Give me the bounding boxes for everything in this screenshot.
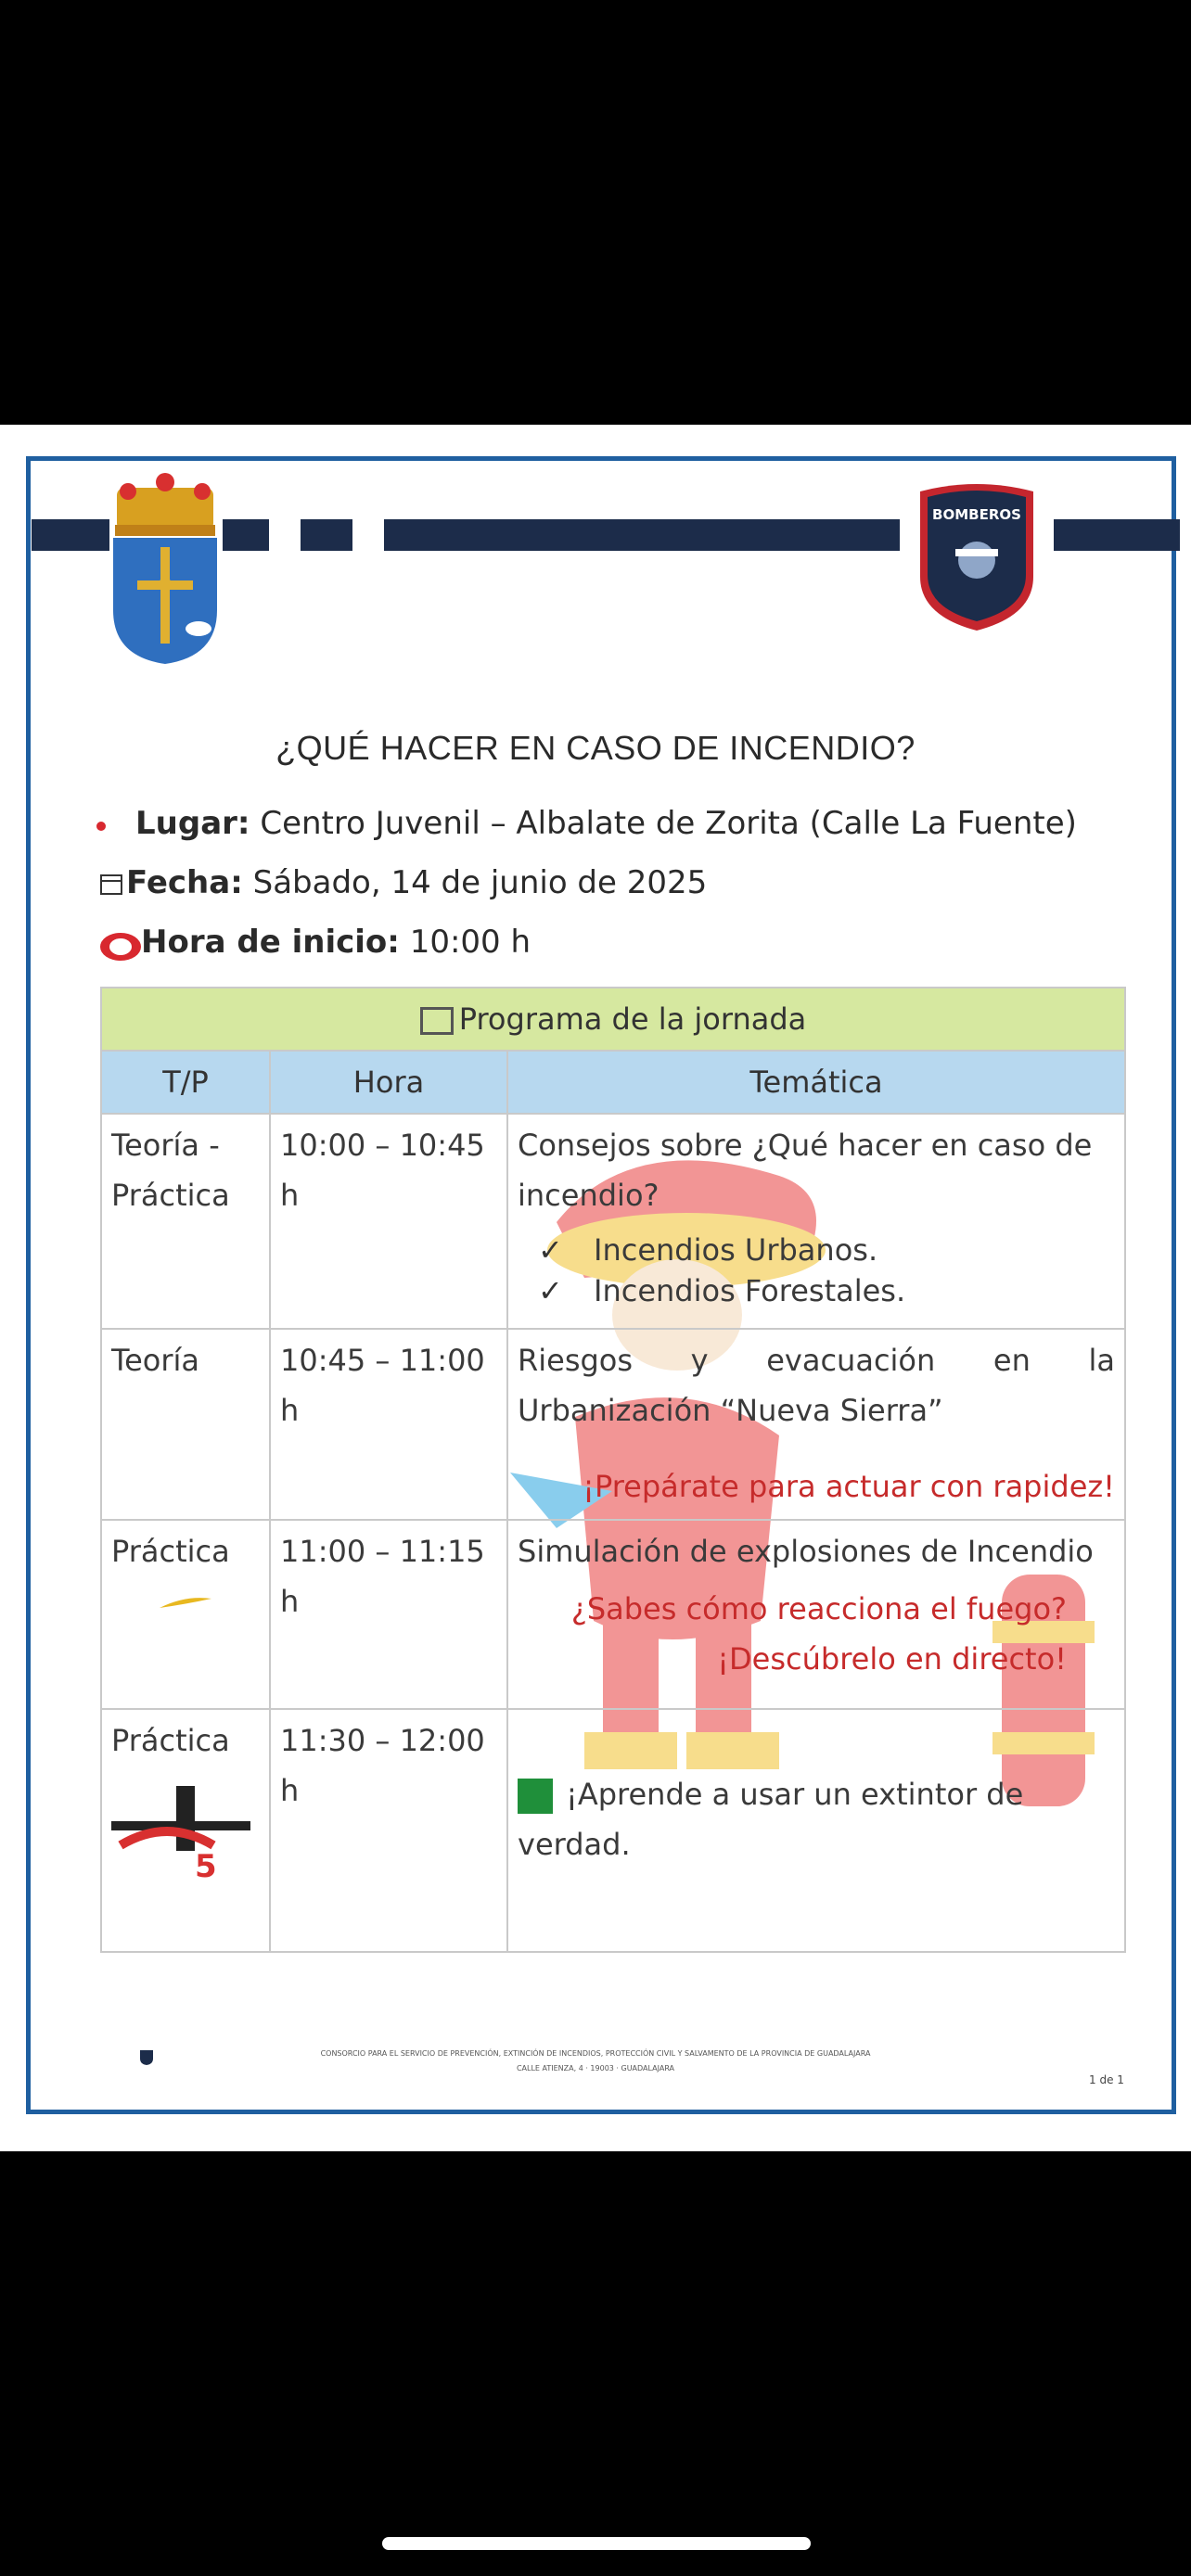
green-square-icon — [518, 1779, 553, 1814]
program-icon — [420, 1007, 454, 1035]
header-tematica: Temática — [507, 1051, 1125, 1114]
lugar-line — [135, 805, 1077, 842]
row-hora: 10:45 – 11:00 h — [270, 1329, 507, 1520]
footer-text: CONSORCIO PARA EL SERVICIO DE PREVENCIÓN, EXTINCIÓN DE INCENDIOS, PROTECCIÓN CIVIL Y SALVAMENTO DE LA PROVINCIA DE GUADALAJARA — [320, 2049, 871, 2058]
row-tp: Teoría - Práctica — [101, 1114, 270, 1329]
table-row — [101, 1709, 1125, 1952]
hora-line — [141, 924, 531, 961]
table-row — [101, 1114, 1125, 1329]
header-stripe — [1054, 519, 1180, 551]
header-stripe — [32, 519, 109, 551]
page-number: 1 de 1 — [1089, 2073, 1124, 2086]
row-tematica: Simulación de explosiones de Incendio ¿Sabes cómo reacciona el fuego? ¡Descúbrelo en directo! — [507, 1520, 1125, 1709]
header-stripe — [223, 519, 269, 551]
row-tp: Teoría — [101, 1329, 270, 1520]
fecha-label: Fecha: — [126, 864, 243, 901]
highlight-text: ¿Sabes cómo reacciona el fuego? ¡Descúbrelo en directo! — [570, 1591, 1067, 1677]
hora-label: Hora de inicio: — [141, 924, 400, 961]
flame-icon — [158, 1593, 213, 1612]
lugar-label: Lugar: — [135, 805, 250, 842]
highlight-text: ¡Prepárate para actuar con rapidez! — [583, 1469, 1115, 1504]
bullet-icon — [96, 822, 106, 831]
row-hora: 11:00 – 11:15 h — [270, 1520, 507, 1709]
row-hora: 11:30 – 12:00 h — [270, 1709, 507, 1952]
row-tematica: Riesgos y evacuación en la Urbanización “Nueva Sierra” ¡Prepárate para actuar con rapidez! — [507, 1329, 1125, 1520]
document-title: ¿QUÉ HACER EN CASO DE INCENDIO? — [275, 729, 916, 767]
check-icon: ✓ — [538, 1232, 563, 1268]
footer-address: CALLE ATIENZA, 4 · 19003 · GUADALAJARA — [516, 2064, 675, 2072]
calendar-icon — [100, 872, 122, 896]
svg-text:BOMBEROS: BOMBEROS — [932, 506, 1021, 523]
bomberos-logo — [915, 477, 1039, 632]
row-tp: Práctica — [101, 1520, 270, 1709]
row-hora: 10:00 – 10:45 h — [270, 1114, 507, 1329]
lugar-value: Centro Juvenil – Albalate de Zorita (Calle La Fuente) — [260, 805, 1077, 842]
extinguisher-logo — [111, 1780, 260, 1882]
header-hora: Hora — [270, 1051, 507, 1114]
fecha-value: Sábado, 14 de junio de 2025 — [252, 864, 708, 901]
check-icon: ✓ — [538, 1273, 563, 1308]
table-row — [101, 1520, 1125, 1709]
coat-of-arms-logo — [109, 471, 221, 666]
clock-icon — [100, 933, 141, 961]
table-row — [101, 1329, 1125, 1520]
row-tematica: Consejos sobre ¿Qué hacer en caso de incendio? ✓ Incendios Urbanos. ✓ Incendios Forestales. — [507, 1114, 1125, 1329]
svg-text:5: 5 — [195, 1848, 217, 1882]
program-title: Programa de la jornada — [101, 988, 1125, 1051]
program-table — [100, 987, 1126, 1953]
header-stripe — [384, 519, 900, 551]
row-tp: Práctica 5 — [101, 1709, 270, 1952]
document-page — [0, 425, 1191, 2151]
fecha-line — [126, 864, 707, 901]
row-tematica: ¡Aprende a usar un extintor de verdad. — [507, 1709, 1125, 1952]
hora-value: 10:00 h — [409, 924, 531, 961]
home-indicator[interactable] — [382, 2537, 811, 2550]
header-stripe — [301, 519, 352, 551]
header-tp: T/P — [101, 1051, 270, 1114]
